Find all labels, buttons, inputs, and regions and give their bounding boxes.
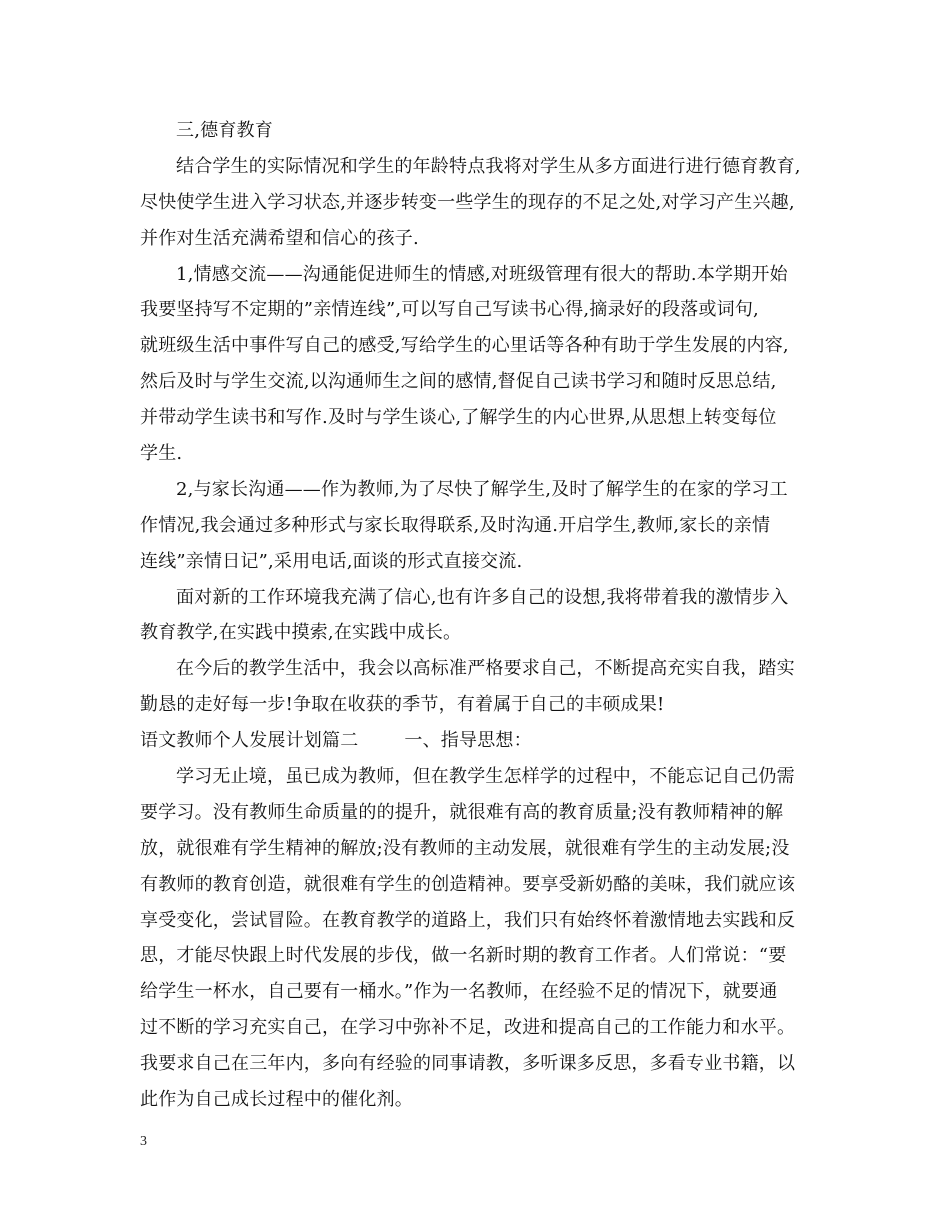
article-heading-line <box>140 723 820 759</box>
document-body <box>140 113 820 1118</box>
paragraph-line: 面对新的工作环境我充满了信心,也有许多自己的设想,我将带着我的激情步入 <box>176 586 789 608</box>
paragraph-line: 然后及时与学生交流,以沟通师生之间的感情,督促自己读书学习和随时反思总结, <box>140 371 777 393</box>
paragraph-line: 尽快使学生进入学习状态,并逐步转变一些学生的现存的不足之处,对学习产生兴趣, <box>140 191 795 213</box>
paragraph-line: 1,情感交流——沟通能促进师生的情感,对班级管理有很大的帮助.本学期开始 <box>176 263 788 285</box>
paragraph-line: 结合学生的实际情况和学生的年龄特点我将对学生从多方面进行进行德育教育, <box>176 155 801 177</box>
subsection-title: 一、指导思想： <box>404 730 532 752</box>
paragraph-line: 勤恳的走好每一步!争取在收获的季节，有着属于自己的丰硕成果! <box>140 694 665 716</box>
paragraph-line: 过不断的学习充实自己，在学习中弥补不足，改进和提高自己的工作能力和水平。 <box>140 1017 796 1039</box>
paragraph-line: 思，才能尽快跟上时代发展的步伐，做一名新时期的教育工作者。人们常说：“要 <box>140 945 787 967</box>
paragraph-line: 2,与家长沟通——作为教师,为了尽快了解学生,及时了解学生的在家的学习工 <box>176 478 788 500</box>
paragraph-line: 并带动学生读书和写作.及时与学生谈心,了解学生的内心世界,从思想上转变每位 <box>140 407 777 429</box>
paragraph-line: 享受变化，尝试冒险。在教育教学的道路上，我们只有始终怀着激情地去实践和反 <box>140 909 796 931</box>
paragraph-line: 教育教学,在实践中摸索,在实践中成长。 <box>140 622 462 644</box>
paragraph-line: 连线”亲情日记”,采用电话,面谈的形式直接交流. <box>140 550 523 572</box>
paragraph-line: 有教师的教育创造，就很难有学生的创造精神。要享受新奶酪的美味，我们就应该 <box>140 873 796 895</box>
paragraph-line: 作情况,我会通过多种形式与家长取得联系,及时沟通.开启学生,教师,家长的亲情 <box>140 514 771 536</box>
paragraph-line: 在今后的教学生活中，我会以高标准严格要求自己，不断提高充实自我，踏实 <box>176 658 795 680</box>
paragraph-line: 我要坚持写不定期的”亲情连线”,可以写自己写读书心得,摘录好的段落或词句, <box>140 299 759 321</box>
paragraph-line: 此作为自己成长过程中的催化剂。 <box>140 1089 413 1111</box>
paragraph-line: 学习无止境，虽已成为教师，但在教学生怎样学的过程中，不能忘记自己仍需 <box>176 766 795 788</box>
paragraph-line: 我要求自己在三年内，多向有经验的同事请教，多听课多反思，多看专业书籍，以 <box>140 1053 796 1075</box>
section-heading-moral-education: 三,德育教育 <box>176 120 273 141</box>
paragraph-line: 放，就很难有学生精神的解放;没有教师的主动发展，就很难有学生的主动发展;没 <box>140 837 790 859</box>
paragraph-line: 给学生一杯水，自己要有一桶水。”作为一名教师，在经验不足的情况下，就要通 <box>140 981 778 1003</box>
paragraph-line: 要学习。没有教师生命质量的的提升，就很难有高的教育质量;没有教师精神的解 <box>140 801 784 823</box>
article-title: 语文教师个人发展计划篇二 <box>140 730 359 752</box>
paragraph-line: 并作对生活充满希望和信心的孩子. <box>140 227 419 249</box>
page-number: 3 <box>140 1134 147 1149</box>
paragraph-line: 学生. <box>140 443 183 465</box>
paragraph-line: 就班级生活中事件写自己的感受,写给学生的心里话等各种有助于学生发展的内容, <box>140 335 789 357</box>
